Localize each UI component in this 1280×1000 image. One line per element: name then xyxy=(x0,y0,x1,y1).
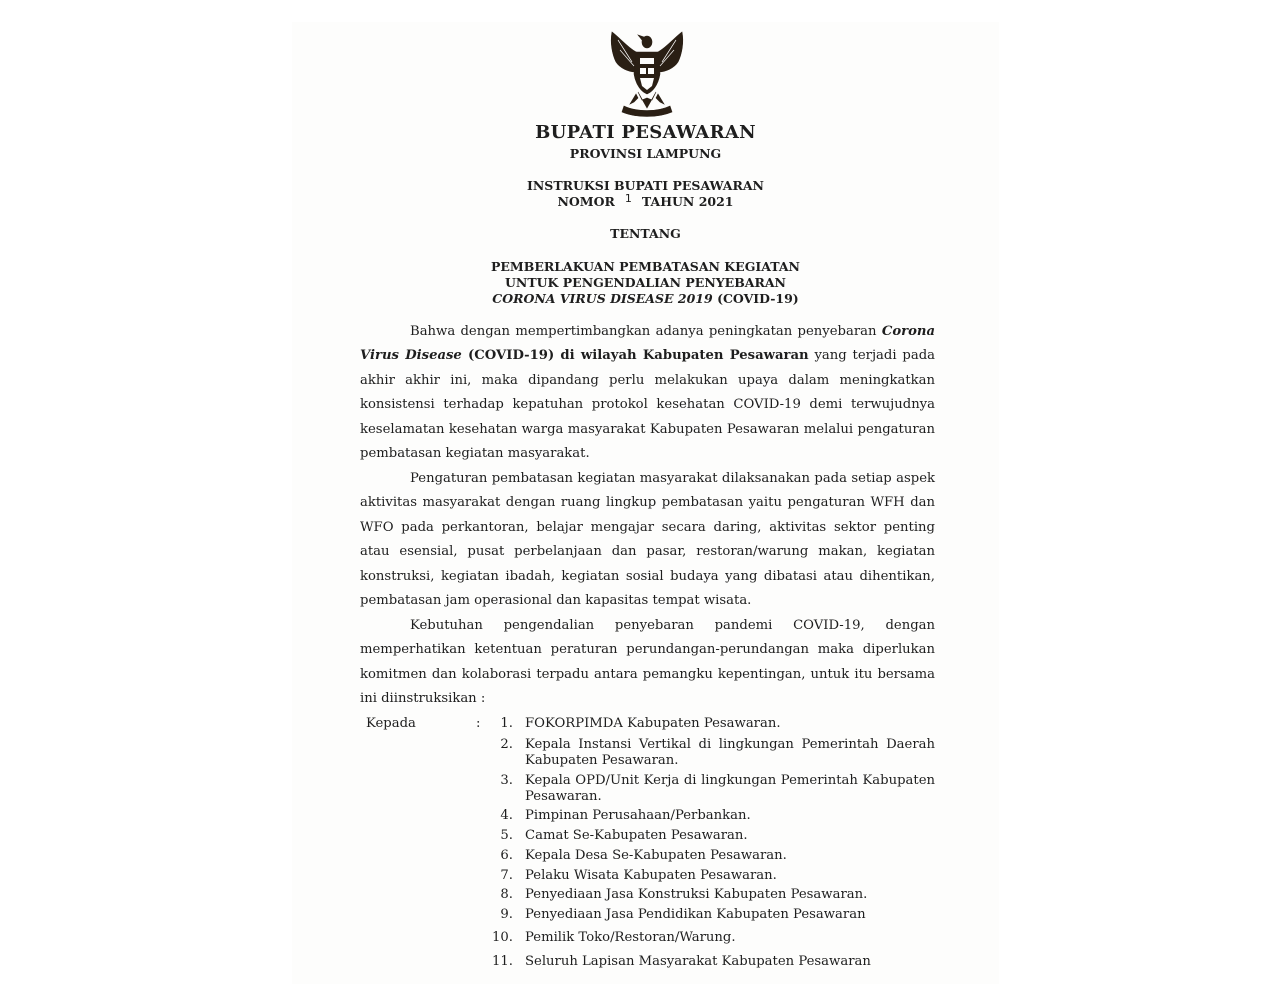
recipient-number: 2. xyxy=(500,737,513,752)
p1-part-c: (COVID-19) di wilayah Kabupaten Pesawaran xyxy=(461,348,809,364)
subject-italic: CORONA VIRUS DISEASE 2019 xyxy=(492,291,713,306)
recipient-text: Kepala Desa Se-Kabupaten Pesawaran. xyxy=(525,848,787,863)
number-prefix: NOMOR xyxy=(557,194,615,209)
number-value: 1 xyxy=(624,192,632,205)
recipient-text: Pemilik Toko/Restoran/Warung. xyxy=(525,930,736,945)
recipient-text: FOKORPIMDA Kabupaten Pesawaran. xyxy=(525,716,781,731)
recipient-text: Pimpinan Perusahaan/Perbankan. xyxy=(525,808,751,823)
recipient-number: 6. xyxy=(500,848,513,863)
recipient-text: Penyediaan Jasa Pendidikan Kabupaten Pesawaran xyxy=(525,907,866,922)
subject-rest: (COVID-19) xyxy=(712,291,799,306)
recipient-number: 8. xyxy=(500,887,513,902)
subject-line-1: PEMBERLAKUAN PEMBATASAN KEGIATAN xyxy=(491,259,800,274)
p1-part-a: Bahwa dengan mempertimbangkan adanya peningkatan penyebaran xyxy=(410,324,882,339)
recipients-colon: : xyxy=(476,716,481,731)
number-year: TAHUN 2021 xyxy=(641,194,734,209)
about-label: TENTANG xyxy=(610,226,681,241)
p1-part-d: yang terjadi pada akhir akhir ini, maka dipandang perlu melakukan upaya dalam meningkatkan konsistensi terhadap kepatuhan protokol kesehatan COVID-19 demi terwujudnya keselamatan kesehatan warga masyarakat Kabupaten Pesawaran melalui pengaturan pembatasan kegiatan masyarakat. xyxy=(360,348,935,462)
instruction-title: INSTRUKSI BUPATI PESAWARAN xyxy=(527,178,764,193)
instruction-number xyxy=(292,194,999,209)
garuda-emblem-icon xyxy=(600,28,694,120)
recipient-number: 5. xyxy=(500,828,513,843)
recipient-number: 9. xyxy=(500,907,513,922)
recipient-text: Seluruh Lapisan Masyarakat Kabupaten Pesawaran xyxy=(525,954,871,969)
recipient-text: Kepala OPD/Unit Kerja di lingkungan Pemerintah Kabupaten Pesawaran. xyxy=(525,773,935,804)
recipient-text: Camat Se-Kabupaten Pesawaran. xyxy=(525,828,748,843)
subject-line-3 xyxy=(292,291,999,306)
recipient-number: 11. xyxy=(492,954,513,969)
province-subtitle: PROVINSI LAMPUNG xyxy=(569,146,722,161)
paragraph-1 xyxy=(360,320,935,466)
regent-title: BUPATI PESAWARAN xyxy=(535,122,756,143)
recipient-number: 1. xyxy=(500,716,513,731)
recipient-number: 3. xyxy=(500,773,513,788)
recipient-text: Kepala Instansi Vertikal di lingkungan Pemerintah Daerah Kabupaten Pesawaran. xyxy=(525,737,935,768)
paragraph-3: Kebutuhan pengendalian penyebaran pandemi COVID-19, dengan memperhatikan ketentuan peraturan perundangan-perundangan maka diperlukan komitmen dan kolaborasi terpadu antara pemangku kepentingan, untuk itu bersama ini diinstruksikan : xyxy=(360,618,935,707)
recipient-text: Penyediaan Jasa Konstruksi Kabupaten Pesawaran. xyxy=(525,887,868,902)
recipient-number: 7. xyxy=(500,868,513,883)
paragraph-2: Pengaturan pembatasan kegiatan masyarakat dilaksanakan pada setiap aspek aktivitas masyarakat dengan ruang lingkup pembatasan yaitu pengaturan WFH dan WFO pada perkantoran, belajar mengajar secara daring, aktivitas sektor penting atau esensial, pusat perbelanjaan dan pasar, restoran/warung makan, kegiatan konstruksi, kegiatan ibadah, kegiatan sosial budaya yang dibatasi atau dihentikan, pembatasan jam operasional dan kapasitas tempat wisata. xyxy=(360,471,935,609)
subject-line-2: UNTUK PENGENDALIAN PENYEBARAN xyxy=(505,275,786,290)
recipient-text: Pelaku Wisata Kabupaten Pesawaran. xyxy=(525,868,777,883)
recipient-number: 10. xyxy=(492,930,513,945)
recipients-label: Kepada xyxy=(366,716,416,731)
p1-part-b: Corona Virus Disease xyxy=(360,324,935,364)
recipient-number: 4. xyxy=(500,808,513,823)
